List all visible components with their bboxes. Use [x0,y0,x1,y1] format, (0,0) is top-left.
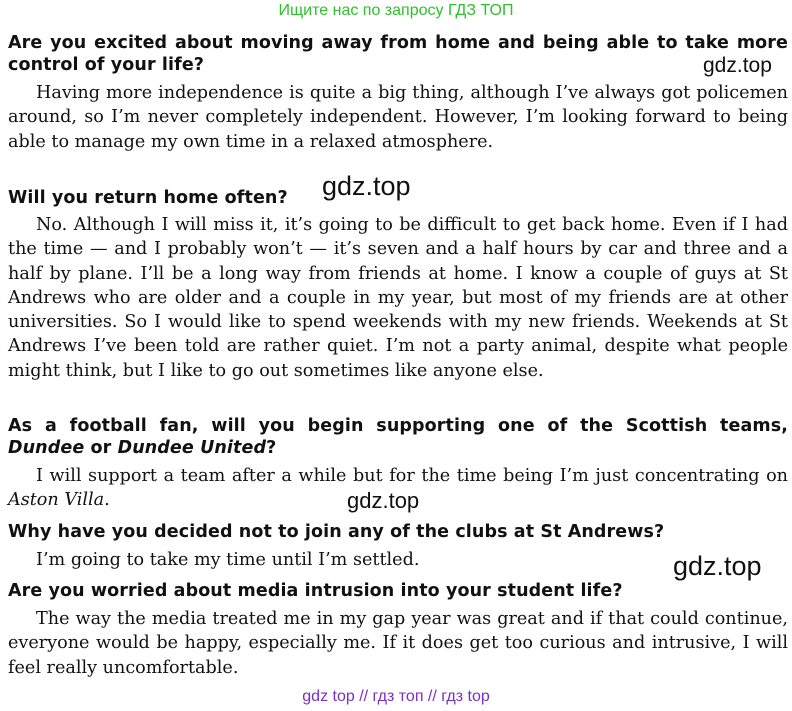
watermark: gdz.top [322,171,411,201]
question-2: Will you return home often? [8,188,288,208]
watermark: gdz.top [347,488,420,513]
answer-1: Having more independence is quite a big thing, although I’ve always got policemen around, so I’m never completely independent. However, I’m looking forward to being able to manage my own time in a relaxed atmosphere. [8,83,788,152]
answer-4: I’m going to take my time until I’m settled. [36,550,420,570]
answer-5: The way the media treated me in my gap year was great and if that could continue, everyone would be happy, especially me. If it does get too curious and intrusive, I will feel really uncomfortable. [8,609,788,678]
team-name-aston-villa: Aston Villa [8,490,105,511]
watermark: gdz.top [673,551,762,581]
answer-3-text-b: . [104,490,110,511]
footer-watermark: gdz top // гдз топ // гдз top [302,688,490,705]
watermark: gdz.top [703,54,772,77]
answer-3-text-a: I will support a team after a while but for the time being I’m just concentrating on [36,466,788,486]
question-5: Are you worried about media intrusion into your student life? [8,581,623,601]
question-1: Are you excited about moving away from home and being able to take more control of your life? [8,33,788,75]
question-4: Why have you decided not to join any of the clubs at St Andrews? [8,522,665,542]
team-name-dundee-united: Dundee United [117,438,267,458]
question-3 [8,415,788,459]
question-3-text-a: As a football fan, will you begin supporting one of the Scottish teams, [8,416,788,436]
team-name-dundee: Dundee [8,438,85,458]
search-hint-banner: Ищите нас по запросу ГДЗ ТОП [278,2,514,19]
question-3-text-c: ? [266,438,277,458]
answer-2: No. Although I will miss it, it’s going to be difficult to get back home. Even if I had the time — and I probably won’t — it’s seven and a half hours by car and three and a half by plane. I’ll be a long way from friends at home. I know a couple of guys at St Andrews who are older and a couple in my year, but most of my friends are at other universities. So I would like to spend weekends with my new friends. Weekends at St Andrews I’ve been told are rather quiet. I’m not a party animal, despite what people might think, but I like to go out sometimes like anyone else. [8,215,788,381]
question-3-text-b: or [84,438,118,458]
